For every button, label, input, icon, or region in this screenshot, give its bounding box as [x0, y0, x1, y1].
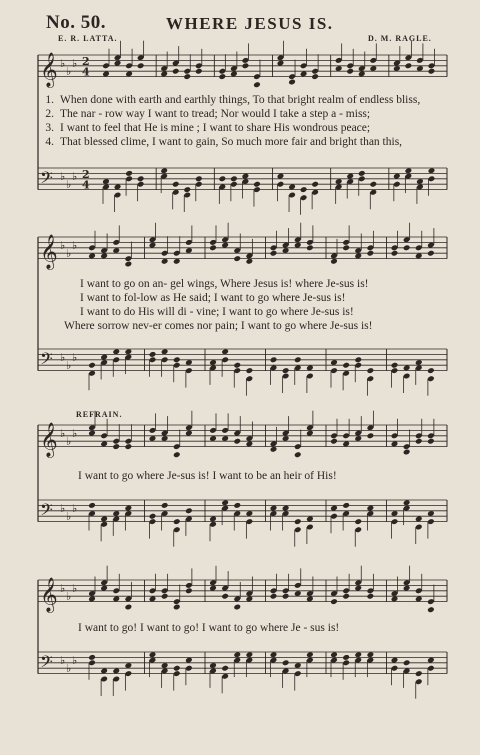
svg-text:2: 2	[82, 167, 90, 181]
svg-text:♭: ♭	[72, 351, 78, 365]
svg-text:♭: ♭	[72, 654, 78, 668]
svg-text:♭: ♭	[60, 427, 66, 441]
svg-text:𝄢: 𝄢	[40, 499, 53, 524]
svg-text:♭: ♭	[72, 582, 78, 596]
svg-text:♭: ♭	[66, 662, 72, 676]
svg-text:𝄞: 𝄞	[40, 52, 58, 88]
svg-text:♭: ♭	[72, 170, 78, 184]
svg-text:♭: ♭	[66, 65, 72, 79]
composer: D. M. RAGLE.	[368, 34, 432, 43]
svg-text:4: 4	[82, 65, 90, 79]
svg-text:4: 4	[82, 178, 90, 192]
svg-text:𝄢: 𝄢	[40, 348, 53, 373]
svg-text:♭: ♭	[72, 239, 78, 253]
verse-line-2: 2. The nar - row way I want to tread; Nor would I take a step a - miss;	[45, 108, 371, 120]
svg-text:♭: ♭	[60, 582, 66, 596]
svg-text:♭: ♭	[60, 239, 66, 253]
refrain-line-1: I want to go where Je-sus is! I want to be an heir of His!	[78, 470, 337, 482]
svg-text:♭: ♭	[66, 359, 72, 373]
svg-text:♭: ♭	[72, 427, 78, 441]
svg-text:𝄞: 𝄞	[40, 422, 58, 458]
refrain-line-2: I want to go! I want to go! I want to go where Je - sus is!	[78, 622, 340, 634]
svg-text:𝄢: 𝄢	[40, 651, 53, 676]
svg-text:♭: ♭	[66, 510, 72, 524]
verse-cont-3: I want to do His will di - vine; I want to go where Je-sus is!	[80, 306, 354, 318]
svg-text:♭: ♭	[66, 247, 72, 261]
verse-line-3: 3. I want to feel that He is mine ; I want to share His wondrous peace;	[45, 122, 371, 134]
svg-text:♭: ♭	[72, 502, 78, 516]
lyricist: E. R. LATTA.	[58, 34, 118, 43]
hymn-title: WHERE JESUS IS.	[166, 14, 334, 33]
svg-text:♭: ♭	[60, 654, 66, 668]
verse-cont-4: Where sorrow nev-er comes nor pain; I want to go where Je-sus is!	[64, 320, 373, 332]
verse-line-1: 1. When done with earth and earthly things, To that bright realm of endless bliss,	[45, 94, 421, 106]
svg-text:♭: ♭	[60, 57, 66, 71]
verse-line-4: 4. That blessed clime, I want to gain, So much more fair and bright than this,	[45, 136, 403, 148]
verse-cont-1: I want to go on an- gel wings, Where Jesus is! where Je-sus is!	[80, 278, 369, 290]
svg-text:𝄞: 𝄞	[40, 234, 58, 270]
svg-text:𝄢: 𝄢	[40, 167, 53, 192]
svg-text:♭: ♭	[60, 170, 66, 184]
hymn-number: No. 50.	[46, 12, 106, 33]
svg-text:♭: ♭	[66, 590, 72, 604]
svg-text:♭: ♭	[72, 57, 78, 71]
svg-text:2: 2	[82, 54, 90, 68]
svg-text:♭: ♭	[66, 435, 72, 449]
svg-text:𝄞: 𝄞	[40, 577, 58, 613]
refrain-label: REFRAIN.	[76, 410, 123, 419]
svg-text:♭: ♭	[60, 351, 66, 365]
svg-text:♭: ♭	[66, 178, 72, 192]
verse-cont-2: I want to fol-low as He said; I want to go where Je-sus is!	[80, 292, 346, 304]
svg-text:♭: ♭	[60, 502, 66, 516]
